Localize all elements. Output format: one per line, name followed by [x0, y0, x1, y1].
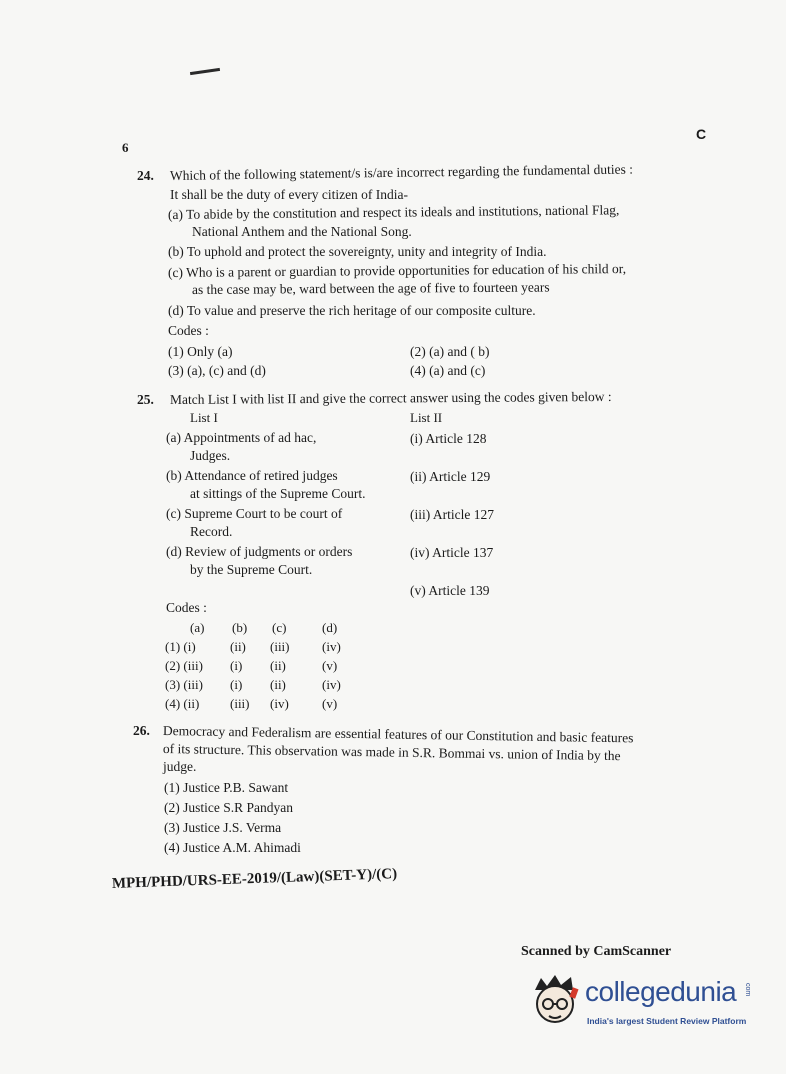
list-1-item-c-cont: Record. [190, 524, 233, 539]
codes-head-a: (a) [190, 620, 205, 635]
codes-head-c: (c) [272, 620, 287, 635]
codes-row-1-a: (1) (i) [165, 639, 196, 654]
question-number: 26. [133, 723, 150, 738]
codes-row-1-d: (iv) [322, 639, 341, 654]
codes-row-4-c: (iv) [270, 696, 289, 711]
codes-row-3-d: (iv) [322, 677, 341, 692]
codes-row-4-b: (iii) [230, 696, 250, 711]
mascot-icon [527, 972, 583, 1032]
list-2-item-i: (i) Article 128 [410, 431, 487, 446]
codes-row-2-b: (i) [230, 658, 243, 673]
list-1-item-c: (c) Supreme Court to be court of [166, 506, 343, 521]
question-text-end: judge. [163, 759, 197, 774]
list-1-item-a-cont: Judges. [190, 448, 231, 463]
question-number: 24. [137, 168, 154, 183]
codes-head-d: (d) [322, 620, 338, 635]
codes-row-3-b: (i) [230, 677, 243, 692]
option-3: (3) (a), (c) and (d) [168, 363, 266, 378]
option-1: (1) Only (a) [168, 344, 233, 359]
statement-c-cont: as the case may be, ward between the age of five to fourteen years [191, 279, 550, 297]
list-1-item-a: (a) Appointments of ad hac, [166, 430, 317, 445]
option-2: (2) (a) and ( b) [410, 344, 490, 359]
scan-mark [190, 68, 220, 75]
list-1-item-b-cont: at sittings of the Supreme Court. [190, 486, 366, 501]
codes-head-b: (b) [232, 620, 248, 635]
collegedunia-logo [527, 972, 757, 1042]
codes-row-1-c: (iii) [270, 639, 290, 654]
codes-label: Codes : [166, 600, 207, 615]
list-2-heading: List II [410, 410, 443, 425]
codes-row-2-a: (2) (iii) [165, 658, 203, 673]
statement-a-cont: National Anthem and the National Song. [192, 224, 412, 239]
option-1: (1) Justice P.B. Sawant [164, 780, 289, 795]
codes-row-4-a: (4) (ii) [165, 696, 200, 711]
list-2-item-v: (v) Article 139 [410, 583, 490, 598]
question-text: Match List I with list II and give the correct answer using the codes given below : [169, 388, 612, 407]
statement-a: (a) To abide by the constitution and respect its ideals and institutions, national Flag, [167, 202, 620, 222]
list-1-item-d: (d) Review of judgments or orders [166, 544, 353, 559]
question-lead: It shall be the duty of every citizen of India- [170, 187, 409, 202]
codes-row-3-c: (ii) [270, 677, 286, 692]
codes-row-1-b: (ii) [230, 639, 246, 654]
codes-row-2-c: (ii) [270, 658, 286, 673]
option-4: (4) (a) and (c) [410, 363, 486, 378]
page-number: 6 [122, 140, 129, 155]
statement-b: (b) To uphold and protect the sovereignty, unity and integrity of India. [168, 244, 547, 259]
brand-suffix: com [744, 983, 751, 997]
list-1-item-d-cont: by the Supreme Court. [190, 562, 313, 577]
list-1-item-b: (b) Attendance of retired judges [166, 468, 338, 483]
scanner-watermark: Scanned by CamScanner [521, 944, 672, 959]
option-4: (4) Justice A.M. Ahimadi [164, 840, 301, 855]
list-2-item-ii: (ii) Article 129 [410, 469, 491, 484]
statement-d: (d) To value and preserve the rich heritage of our composite culture. [168, 303, 536, 318]
question-text: Which of the following statement/s is/are incorrect regarding the fundamental duties : [169, 161, 634, 183]
codes-row-4-d: (v) [322, 696, 338, 711]
option-2: (2) Justice S.R Pandyan [164, 800, 293, 815]
codes-row-3-a: (3) (iii) [165, 677, 203, 692]
list-1-heading: List I [190, 410, 218, 425]
question-text-cont: of its structure. This observation was made in S.R. Bommai vs. union of India by the [162, 741, 621, 764]
option-3: (3) Justice J.S. Verma [164, 820, 282, 835]
question-text: Democracy and Federalism are essential features of our Constitution and basic features [162, 723, 634, 746]
paper-code: MPH/PHD/URS-EE-2019/(Law)(SET-Y)/(C) [111, 866, 398, 892]
list-2-item-iv: (iv) Article 137 [410, 545, 494, 560]
statement-c: (c) Who is a parent or guardian to provide opportunities for education of his child or, [167, 261, 627, 280]
question-number: 25. [137, 392, 154, 407]
set-letter: C [696, 126, 707, 142]
codes-label: Codes : [168, 323, 209, 338]
brand-tagline: India's largest Student Review Platform [587, 1016, 747, 1026]
list-2-item-iii: (iii) Article 127 [410, 507, 494, 522]
codes-row-2-d: (v) [322, 658, 338, 673]
brand-name: collegedunia [585, 976, 737, 1007]
